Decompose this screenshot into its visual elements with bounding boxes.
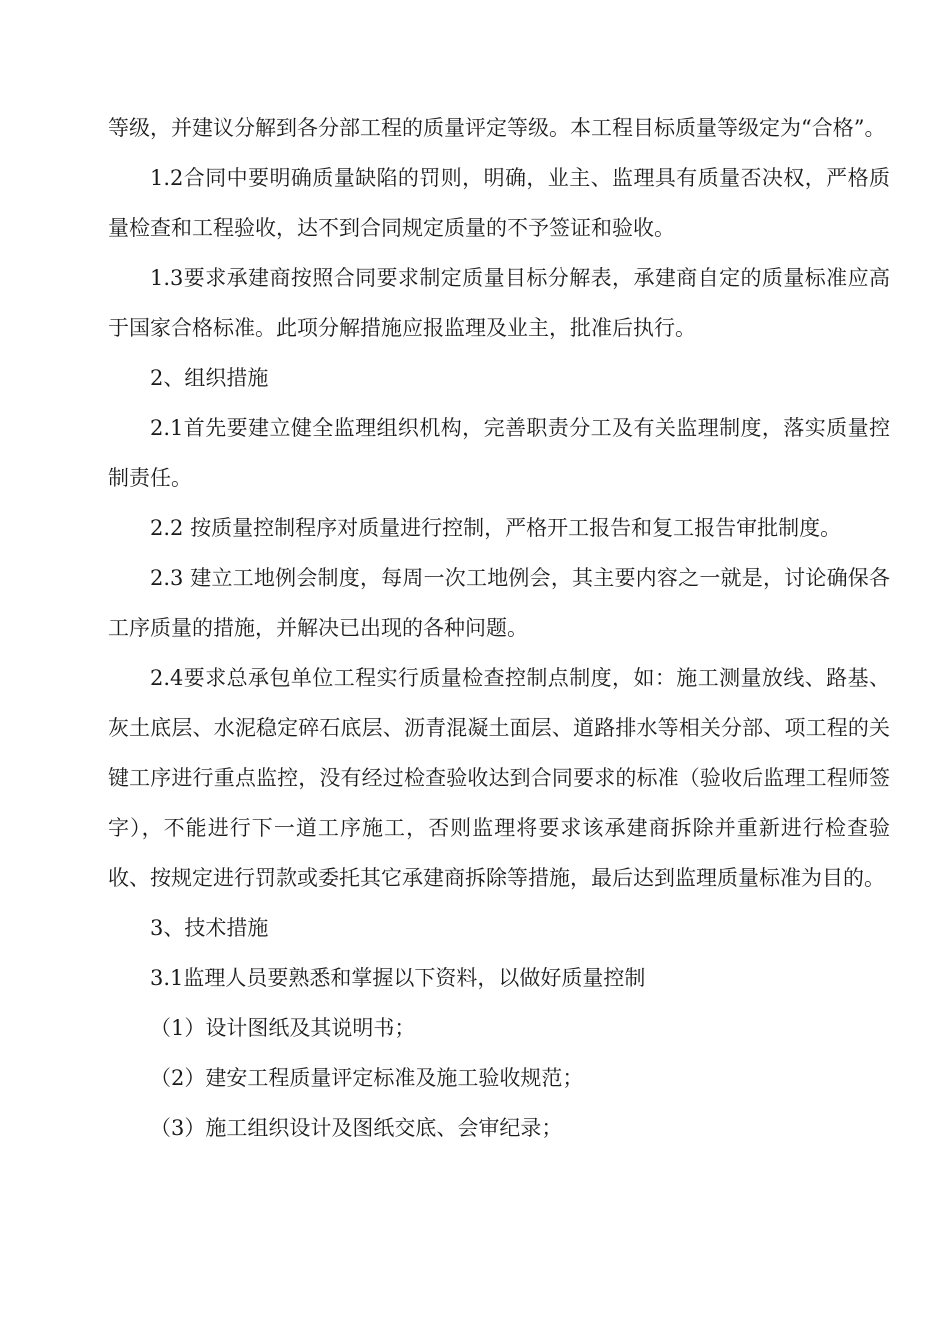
paragraph-1-2: 1.2合同中要明确质量缺陷的罚则，明确，业主、监理具有质量否决权，严格质量检查和工程验收，达不到合同规定质量的不予签证和验收。 bbox=[108, 166, 890, 240]
list-item-1: （1）设计图纸及其说明书； bbox=[150, 1016, 416, 1040]
section-heading-2: 2、组织措施 bbox=[150, 366, 269, 390]
paragraph-3-1: 3.1监理人员要熟悉和掌握以下资料，以做好质量控制 bbox=[150, 966, 646, 990]
list-item-3: （3）施工组织设计及图纸交底、会审纪录； bbox=[150, 1116, 563, 1140]
paragraph-2-4: 2.4要求总承包单位工程实行质量检查控制点制度，如：施工测量放线、路基、灰土底层、水泥稳定碎石底层、沥青混凝土面层、道路排水等相关分部、项工程的关键工序进行重点监控，没有经过检查验收达到合同要求的标准（验收后监理工程师签字），不能进行下一道工序施工，否则监理将要求该承建商拆除并重新进行检查验收、按规定进行罚款或委托其它承建商拆除等措施，最后达到监理质量标准为目的。 bbox=[108, 666, 890, 890]
paragraph-2-3: 2.3 建立工地例会制度，每周一次工地例会，其主要内容之一就是，讨论确保各工序质量的措施，并解决已出现的各种问题。 bbox=[108, 566, 890, 640]
list-item-2: （2）建安工程质量评定标准及施工验收规范； bbox=[150, 1066, 584, 1090]
section-heading-3: 3、技术措施 bbox=[150, 916, 269, 940]
paragraph-2-2: 2.2 按质量控制程序对质量进行控制，严格开工报告和复工报告审批制度。 bbox=[150, 516, 842, 540]
paragraph-continuation: 等级，并建议分解到各分部工程的质量评定等级。本工程目标质量等级定为“合格”。 bbox=[108, 116, 886, 140]
document-body bbox=[108, 103, 890, 1153]
paragraph-1-3: 1.3要求承建商按照合同要求制定质量目标分解表，承建商自定的质量标准应高于国家合格标准。此项分解措施应报监理及业主，批准后执行。 bbox=[108, 266, 890, 340]
paragraph-2-1: 2.1首先要建立健全监理组织机构，完善职责分工及有关监理制度，落实质量控制责任。 bbox=[108, 416, 890, 490]
